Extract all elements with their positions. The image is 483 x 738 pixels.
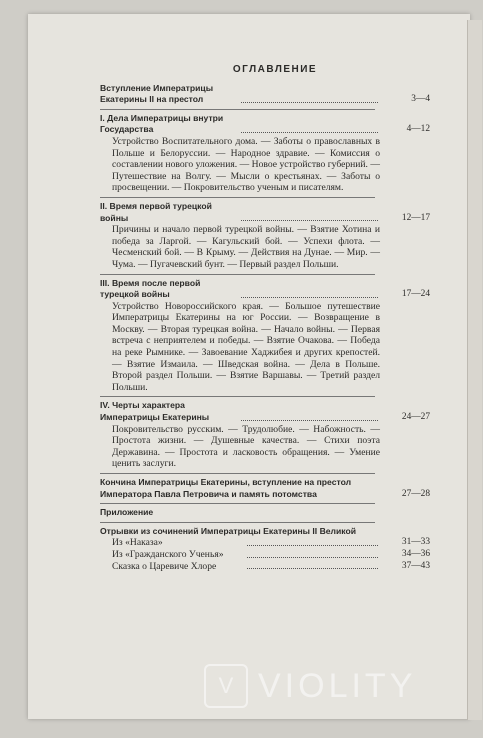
dot-leader bbox=[241, 420, 378, 421]
toc-appendix bbox=[100, 507, 430, 519]
list-item bbox=[100, 561, 430, 573]
separator bbox=[100, 109, 375, 110]
entry-heading: Вступление Императрицы Екатерины II на престол bbox=[100, 82, 214, 105]
dot-leader bbox=[241, 297, 378, 298]
dot-leader bbox=[247, 537, 378, 546]
watermark bbox=[204, 664, 416, 708]
entry-pages: 3—4 bbox=[411, 94, 430, 105]
item-pages: 34—36 bbox=[401, 548, 430, 559]
entry-body: Устройство Воспитательного дома. — Заботы о православных в Польше и Белоруссии. — Народное здравие. — Комиссия о составлении нового уложения. — Новое устройство губерний. — Путешествие на Волгу. — Мысли о крестьянах. — Заботы о просвещении. — Покровительство ученым и писателям. bbox=[112, 135, 380, 194]
dot-leader bbox=[241, 132, 378, 133]
watermark-text: VIOLITY bbox=[258, 666, 417, 705]
toc-entry-4 bbox=[100, 400, 430, 470]
page-edge bbox=[467, 20, 482, 720]
entry-body: Покровительство русским. — Трудолюбие. — Набожность. — Простота жизни. — Душевные качества. — Стихи поэта Державина. — Простота и ласковость обращения. — Умение ценить заслуги. bbox=[112, 423, 380, 470]
entry-pages: 27—28 bbox=[401, 488, 430, 499]
entry-body: Устройство Новороссийского края. — Большое путешествие Императрицы Екатерины на юг России. — Возвращение в Москву. — Вторая турецкая война. — Начало войны. — Первая встреча с неприятелем и победы. — Взятие Очакова. — Победа на реке Рымнике. — Завоевание Хаджибея и других крепостей. — Взятие Измаила. — Шведская война. — Дела в Польше. Второй раздел Польши. — Взятие Варшавы. — Третий раздел Польши. bbox=[112, 300, 380, 393]
excerpts-heading: Отрывки из сочинений Императрицы Екатерины II Великой bbox=[100, 525, 357, 536]
dot-leader bbox=[241, 220, 378, 221]
toc-excerpts bbox=[100, 526, 430, 572]
toc-entry-death bbox=[100, 477, 430, 500]
toc-entry-1 bbox=[100, 113, 430, 194]
toc-title: ОГЛАВЛЕНИЕ bbox=[232, 64, 318, 75]
item-pages: 37—43 bbox=[401, 560, 430, 571]
separator bbox=[100, 274, 375, 275]
dot-leader bbox=[247, 561, 378, 570]
entry-heading: Кончина Императрицы Екатерины, вступление на престол Императора Павла Петровича и память потомства bbox=[100, 477, 352, 499]
entry-pages: 17—24 bbox=[401, 289, 430, 300]
entry-heading: I. Дела Императрицы внутри Государства bbox=[100, 112, 224, 135]
list-item bbox=[100, 537, 430, 549]
item-title: Из «Гражданского Ученья» bbox=[112, 548, 224, 560]
separator bbox=[100, 503, 375, 504]
toc-entry-3 bbox=[100, 278, 430, 394]
separator bbox=[100, 396, 375, 397]
list-item bbox=[100, 549, 430, 561]
item-pages: 31—33 bbox=[401, 537, 430, 548]
toc-entry-intro bbox=[100, 83, 430, 106]
item-title: Сказка о Царевиче Хлоре bbox=[112, 560, 217, 572]
separator bbox=[100, 473, 375, 474]
entry-pages: 12—17 bbox=[401, 212, 430, 223]
entry-pages: 4—12 bbox=[406, 124, 430, 135]
entry-body: Причины и начало первой турецкой войны. — Взятие Хотина и победа за Ларгой. — Кагульский бой. — Успехи флота. — Чесменский бой. — В Крыму. — Действия на Дунае. — Мир. — Чума. — Пугачевский бунт. — Первый раздел Польши. bbox=[112, 224, 380, 270]
entry-heading: IV. Черты характера Императрицы Екатерины bbox=[100, 400, 210, 423]
entry-heading: III. Время после первой турецкой войны bbox=[100, 277, 201, 300]
entry-pages: 24—27 bbox=[401, 412, 430, 423]
dot-leader bbox=[247, 549, 378, 558]
separator bbox=[100, 197, 375, 198]
table-of-contents bbox=[100, 64, 430, 575]
item-title: Из «Наказа» bbox=[112, 537, 163, 549]
watermark-logo-icon: V bbox=[204, 664, 248, 708]
separator bbox=[100, 522, 375, 523]
dot-leader bbox=[241, 102, 378, 103]
toc-entry-2 bbox=[100, 201, 430, 271]
entry-heading: II. Время первой турецкой войны bbox=[100, 200, 212, 223]
appendix-label: Приложение bbox=[100, 507, 154, 518]
